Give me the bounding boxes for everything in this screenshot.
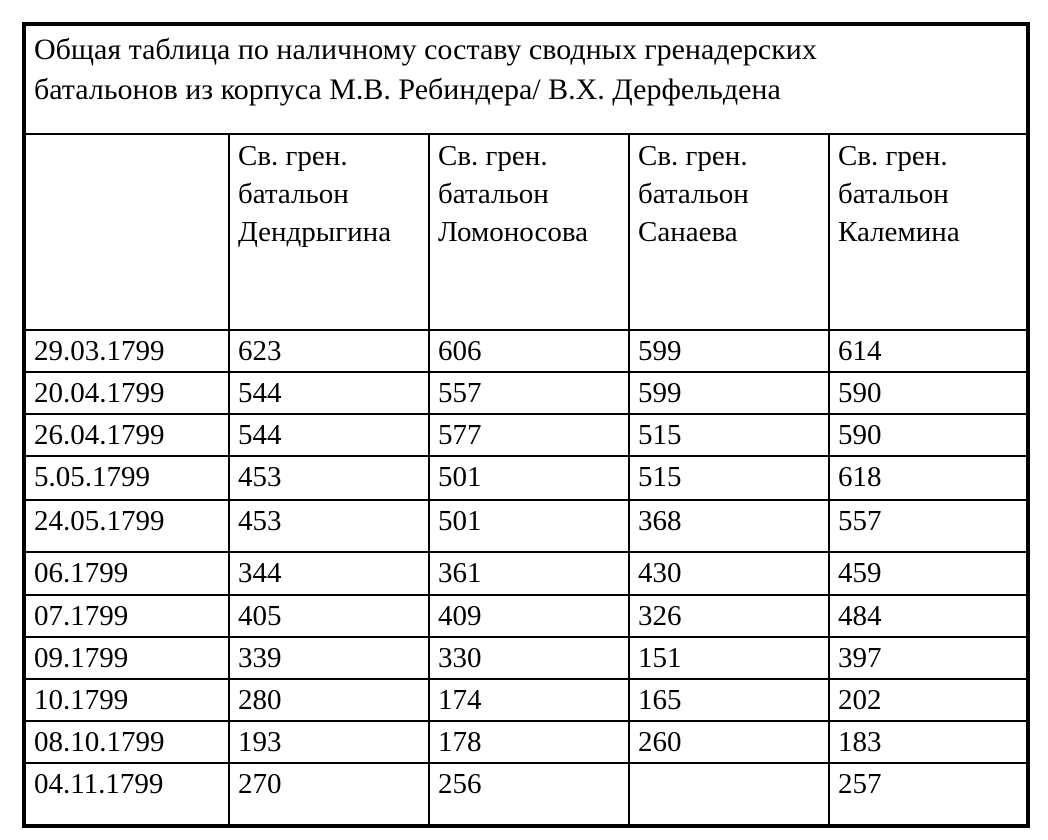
cell-value: 606 (429, 330, 629, 372)
cell-value: 430 (629, 552, 829, 595)
table-title-line2: батальонов из корпуса М.В. Ребиндера/ В.Х. Дерфельдена (34, 73, 781, 106)
cell-value: 174 (429, 679, 629, 721)
cell-value: 339 (229, 637, 429, 679)
cell-value: 257 (829, 763, 1028, 826)
cell-value: 165 (629, 679, 829, 721)
cell-value: 409 (429, 595, 629, 637)
cell-value: 368 (629, 500, 829, 552)
cell-value: 260 (629, 721, 829, 763)
cell-value: 618 (829, 456, 1028, 500)
cell-value: 459 (829, 552, 1028, 595)
row-date: 29.03.1799 (24, 330, 229, 372)
row-date: 10.1799 (24, 679, 229, 721)
table-row (24, 372, 1028, 414)
cell-value: 453 (229, 456, 429, 500)
cell-value: 361 (429, 552, 629, 595)
cell-value: 599 (629, 372, 829, 414)
column-header-dendrygina: Св. грен. батальон Дендрыгина (229, 134, 429, 330)
table-row (24, 679, 1028, 721)
cell-value: 330 (429, 637, 629, 679)
cell-value: 557 (429, 372, 629, 414)
table-row (24, 500, 1028, 552)
table-row (24, 721, 1028, 763)
cell-value: 280 (229, 679, 429, 721)
cell-value: 501 (429, 456, 629, 500)
row-date: 08.10.1799 (24, 721, 229, 763)
cell-value: 183 (829, 721, 1028, 763)
cell-value: 453 (229, 500, 429, 552)
cell-value: 270 (229, 763, 429, 826)
cell-value: 590 (829, 372, 1028, 414)
cell-value: 178 (429, 721, 629, 763)
cell-value: 614 (829, 330, 1028, 372)
cell-value: 599 (629, 330, 829, 372)
cell-value: 544 (229, 414, 429, 456)
cell-value: 577 (429, 414, 629, 456)
table-row (24, 330, 1028, 372)
row-date: 20.04.1799 (24, 372, 229, 414)
cell-value: 193 (229, 721, 429, 763)
row-date: 09.1799 (24, 637, 229, 679)
header-row (24, 134, 1028, 330)
cell-value: 202 (829, 679, 1028, 721)
row-date: 5.05.1799 (24, 456, 229, 500)
cell-value: 501 (429, 500, 629, 552)
column-header-sanaeva: Св. грен. батальон Санаева (629, 134, 829, 330)
row-date: 26.04.1799 (24, 414, 229, 456)
column-header-lomonosova: Св. грен. батальон Ломоносова (429, 134, 629, 330)
cell-value: 397 (829, 637, 1028, 679)
cell-value: 557 (829, 500, 1028, 552)
title-row (24, 24, 1028, 134)
table-row (24, 456, 1028, 500)
table-row (24, 637, 1028, 679)
table-row (24, 414, 1028, 456)
battalion-composition-table (22, 22, 1030, 828)
cell-value: 544 (229, 372, 429, 414)
table-row (24, 595, 1028, 637)
row-date: 04.11.1799 (24, 763, 229, 826)
table-row (24, 552, 1028, 595)
cell-value: 623 (229, 330, 429, 372)
cell-value: 326 (629, 595, 829, 637)
cell-value: 344 (229, 552, 429, 595)
cell-value: 151 (629, 637, 829, 679)
row-date: 06.1799 (24, 552, 229, 595)
table-title (24, 24, 1028, 134)
cell-value: 590 (829, 414, 1028, 456)
corner-cell (24, 134, 229, 330)
row-date: 24.05.1799 (24, 500, 229, 552)
cell-value: 256 (429, 763, 629, 826)
cell-value: 484 (829, 595, 1028, 637)
row-date: 07.1799 (24, 595, 229, 637)
cell-value (629, 763, 829, 826)
column-header-kalemina: Св. грен. батальон Калемина (829, 134, 1028, 330)
cell-value: 515 (629, 456, 829, 500)
cell-value: 515 (629, 414, 829, 456)
table-row (24, 763, 1028, 826)
table-title-line1: Общая таблица по наличному составу сводных гренадерских (34, 33, 817, 66)
cell-value: 405 (229, 595, 429, 637)
